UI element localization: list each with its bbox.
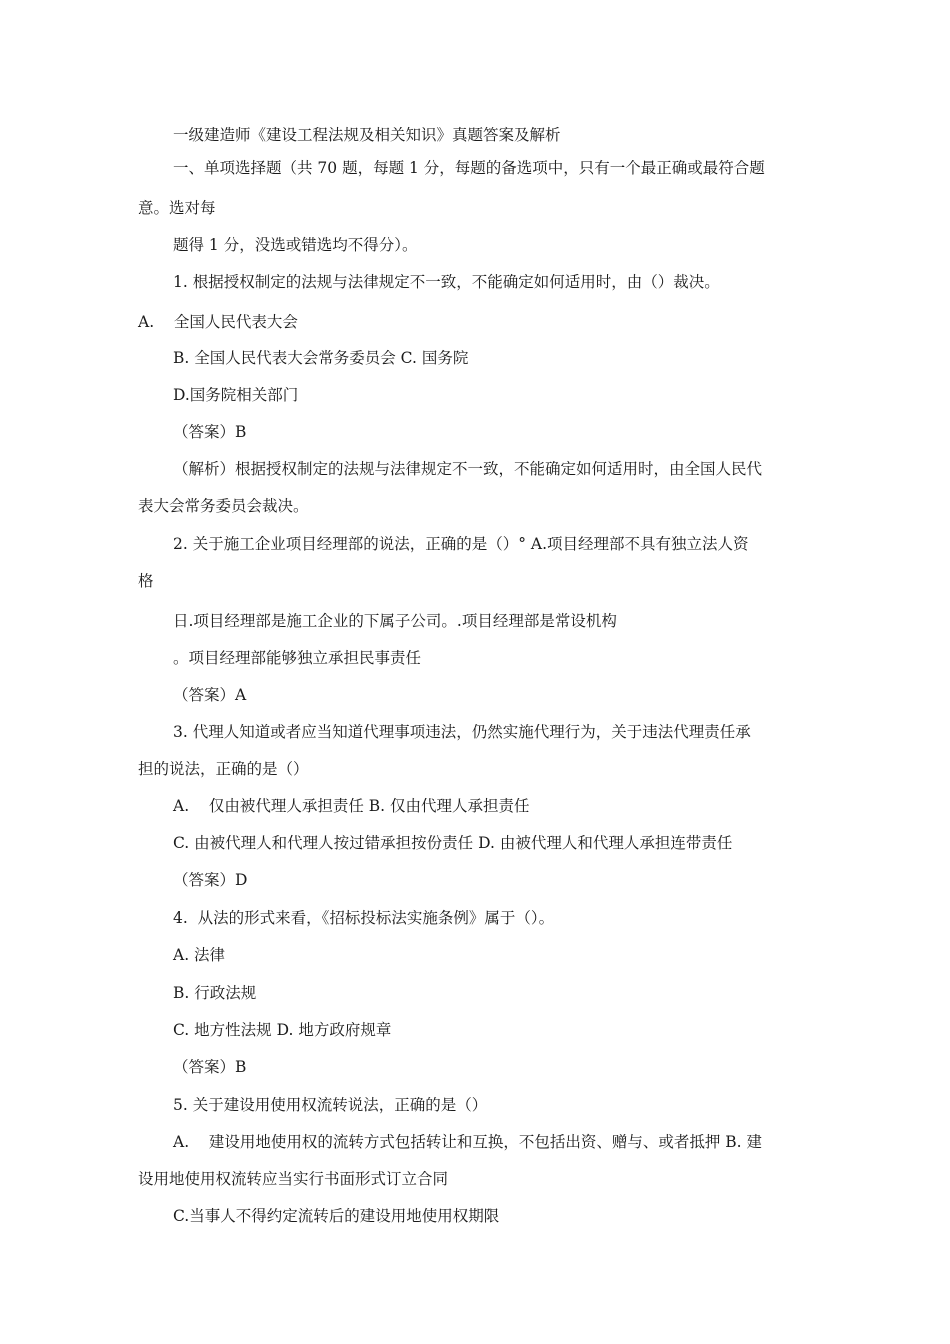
question-stem: 5. 关于建设用使用权流转说法，正确的是（） — [173, 1096, 488, 1114]
document-title: 一级建造师《建设工程法规及相关知识》真题答案及解析 — [173, 126, 561, 144]
question-option: C.当事人不得约定流转后的建设用地使用权期限 — [173, 1207, 500, 1225]
question-stem-cont: 担的说法，正确的是（） — [138, 760, 309, 778]
section-heading: 一、单项选择题（共 70 题，每题 1 分，每题的备选项中，只有一个最正确或最符合题 — [173, 159, 765, 177]
question-stem: 3. 代理人知道或者应当知道代理事项违法，仍然实施代理行为，关于违法代理责任承 — [173, 723, 751, 741]
question-answer: （答案）A — [173, 686, 247, 704]
question-stem-cont: 格 — [138, 572, 154, 590]
question-option: C. 由被代理人和代理人按过错承担按份责任 D. 由被代理人和代理人承担连带责任 — [173, 834, 733, 852]
question-stem: 2. 关于施工企业项目经理部的说法，正确的是（）° A.项目经理部不具有独立法人资 — [173, 535, 749, 553]
section-heading-cont: 意。选对每 — [138, 199, 216, 217]
question-answer: （答案）D — [173, 871, 248, 889]
question-option: D.国务院相关部门 — [173, 386, 299, 404]
question-option: A. 仅由被代理人承担责任 B. 仅由代理人承担责任 — [173, 797, 530, 815]
question-option: B. 行政法规 — [173, 984, 257, 1002]
question-option: A. 全国人民代表大会 — [138, 313, 298, 331]
question-option: 日.项目经理部是施工企业的下属子公司。.项目经理部是常设机构 — [173, 612, 617, 630]
section-heading-cont: 题得 1 分，没选或错选均不得分）。 — [173, 236, 418, 254]
question-stem: 4. 从法的形式来看，《招标投标法实施条例》属于（）。 — [173, 909, 555, 927]
question-option: 。项目经理部能够独立承担民事责任 — [173, 649, 422, 667]
question-option-cont: 设用地使用权流转应当实行书面形式订立合同 — [138, 1170, 449, 1188]
question-option: C. 地方性法规 D. 地方政府规章 — [173, 1021, 392, 1039]
question-analysis-cont: 表大会常务委员会裁决。 — [138, 497, 309, 515]
question-option: B. 全国人民代表大会常务委员会 C. 国务院 — [173, 349, 469, 367]
question-option: A. 法律 — [173, 946, 226, 964]
question-analysis: （解析）根据授权制定的法规与法律规定不一致，不能确定如何适用时，由全国人民代 — [173, 460, 763, 478]
question-option: A. 建设用地使用权的流转方式包括转让和互换，不包括出资、赠与、或者抵押 B. 建 — [173, 1133, 763, 1151]
question-answer: （答案）B — [173, 423, 247, 441]
question-answer: （答案）B — [173, 1058, 247, 1076]
question-stem: 1. 根据授权制定的法规与法律规定不一致，不能确定如何适用时，由（）裁决。 — [173, 273, 720, 291]
